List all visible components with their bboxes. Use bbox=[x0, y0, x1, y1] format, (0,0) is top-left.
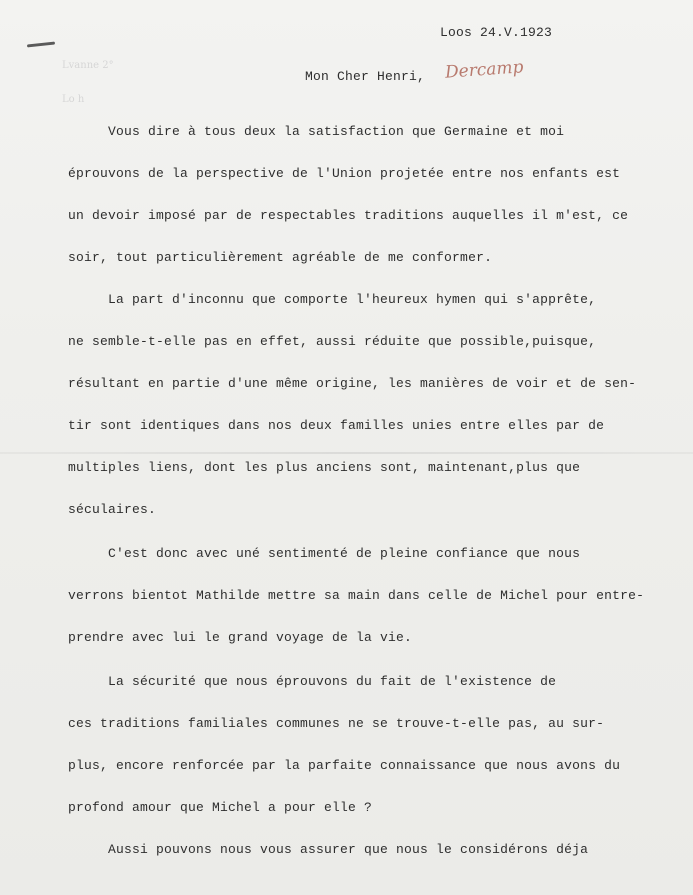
faint-mark-bottom: Lo h bbox=[62, 94, 85, 105]
body-line: Vous dire à tous deux la satisfaction que Germaine et moi bbox=[68, 124, 565, 139]
body-line: profond amour que Michel a pour elle ? bbox=[68, 800, 373, 815]
body-line: soir, tout particulièrement agréable de me conformer. bbox=[68, 250, 493, 265]
body-line: ne semble-t-elle pas en effet, aussi réduite que possible,puisque, bbox=[68, 334, 597, 349]
body-line: verrons bientot Mathilde mettre sa main dans celle de Michel pour entre- bbox=[68, 588, 645, 603]
salutation: Mon Cher Henri, bbox=[305, 69, 426, 84]
body-line: La sécurité que nous éprouvons du fait de l'existence de bbox=[68, 674, 557, 689]
body-line: éprouvons de la perspective de l'Union projetée entre nos enfants est bbox=[68, 166, 621, 181]
body-line: séculaires. bbox=[68, 502, 157, 517]
body-line: tir sont identiques dans nos deux familles unies entre elles par de bbox=[68, 418, 605, 433]
body-line: un devoir imposé par de respectables traditions auquelles il m'est, ce bbox=[68, 208, 629, 223]
place-date: Loos 24.V.1923 bbox=[440, 25, 553, 40]
body-line: plus, encore renforcée par la parfaite connaissance que nous avons du bbox=[68, 758, 621, 773]
paper-fold-line bbox=[0, 452, 693, 454]
body-line: ces traditions familiales communes ne se trouve-t-elle pas, au sur- bbox=[68, 716, 605, 731]
body-line: multiples liens, dont les plus anciens sont, maintenant,plus que bbox=[68, 460, 581, 475]
handwritten-annotation: Dercamp bbox=[444, 57, 525, 83]
body-line: prendre avec lui le grand voyage de la vie. bbox=[68, 630, 413, 645]
body-line: résultant en partie d'une même origine, les manières de voir et de sen- bbox=[68, 376, 637, 391]
paper-clip-mark bbox=[27, 42, 55, 48]
body-line: Aussi pouvons nous vous assurer que nous le considérons déja bbox=[68, 842, 589, 857]
faint-mark-top: Lvanne 2° bbox=[62, 60, 114, 71]
body-line: C'est donc avec uné sentimenté de pleine confiance que nous bbox=[68, 546, 581, 561]
body-line: La part d'inconnu que comporte l'heureux hymen qui s'apprête, bbox=[68, 292, 597, 307]
